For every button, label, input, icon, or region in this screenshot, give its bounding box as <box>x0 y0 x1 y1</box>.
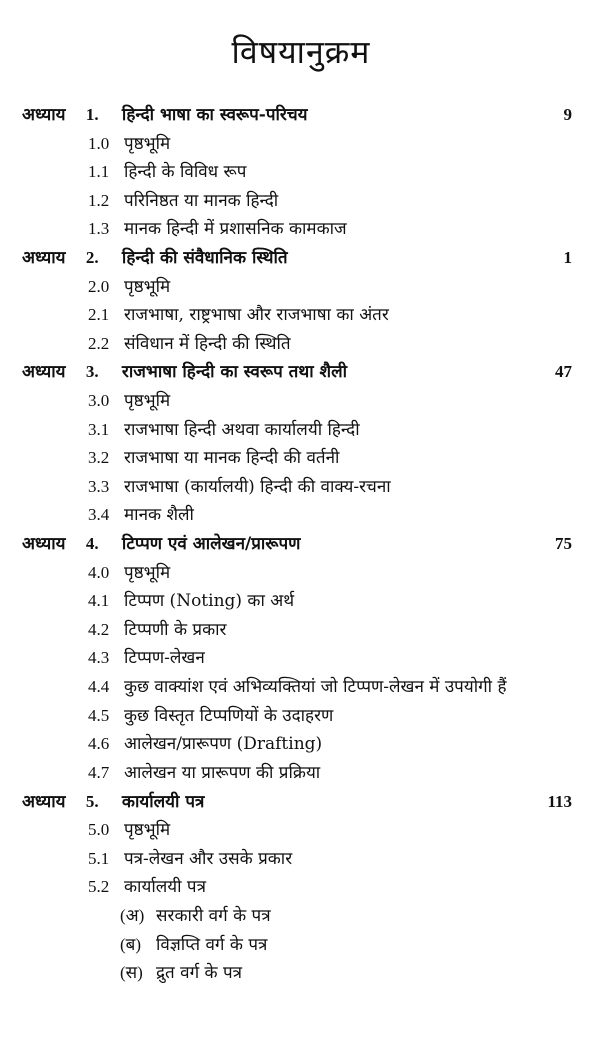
chapter-page-number: 75 <box>555 533 572 553</box>
section-entry[interactable] <box>22 759 580 788</box>
section-entry[interactable] <box>22 130 580 159</box>
section-label: टिप्पणी के प्रकार <box>124 619 227 640</box>
section-label: मानक शैली <box>124 505 194 526</box>
chapter-title: हिन्दी की संवैधानिक स्थिति <box>121 247 288 268</box>
section-entry[interactable] <box>22 816 580 845</box>
section-entry[interactable] <box>22 330 580 359</box>
subsection-label: द्रुत वर्ग के पत्र <box>156 963 243 984</box>
chapter-title: कार्यालयी पत्र <box>121 791 205 812</box>
chapter-heading[interactable] <box>22 101 580 130</box>
subsection-entry[interactable] <box>22 902 580 931</box>
section-number: 4.2 <box>88 619 110 639</box>
section-entry[interactable] <box>22 444 580 473</box>
section-entry[interactable] <box>22 158 580 187</box>
section-entry[interactable] <box>22 702 580 731</box>
chapter-word: अध्याय <box>22 105 66 125</box>
section-entry[interactable] <box>22 501 580 530</box>
section-number: 4.5 <box>88 705 110 725</box>
chapter-title: टिप्पण एवं आलेखन/प्रारूपण <box>121 533 301 554</box>
chapter-title: राजभाषा हिन्दी का स्वरूप तथा शैली <box>121 362 348 383</box>
chapter-page-number: 1 <box>563 247 572 267</box>
chapter-heading[interactable] <box>22 788 580 817</box>
subsection-entry[interactable] <box>22 959 580 988</box>
section-label: पृष्ठभूमि <box>124 562 171 583</box>
section-number: 3.3 <box>88 476 110 496</box>
section-number: 2.0 <box>88 276 110 296</box>
section-label: पत्र-लेखन और उसके प्रकार <box>124 848 293 869</box>
section-entry[interactable] <box>22 845 580 874</box>
subsection-label: विज्ञप्ति वर्ग के पत्र <box>156 934 268 955</box>
section-entry[interactable] <box>22 730 580 759</box>
section-number: 2.1 <box>88 305 110 325</box>
section-entry[interactable] <box>22 616 580 645</box>
section-number: 3.1 <box>88 419 110 439</box>
section-entry[interactable] <box>22 587 580 616</box>
chapter-number: 3. <box>85 362 99 382</box>
chapter-number: 5. <box>85 791 99 811</box>
section-label: संविधान में हिन्दी की स्थिति <box>124 333 291 354</box>
section-label: परिनिष्ठत या मानक हिन्दी <box>124 190 279 211</box>
section-entry[interactable] <box>22 301 580 330</box>
section-label: आलेखन/प्रारूपण (Drafting) <box>124 734 323 755</box>
section-entry[interactable] <box>22 187 580 216</box>
section-entry[interactable] <box>22 873 580 902</box>
section-entry[interactable] <box>22 273 580 302</box>
section-label: कुछ विस्तृत टिप्पणियों के उदाहरण <box>124 705 334 726</box>
section-label: राजभाषा या मानक हिन्दी की वर्तनी <box>124 448 340 469</box>
section-label: राजभाषा हिन्दी अथवा कार्यालयी हिन्दी <box>124 419 360 440</box>
subsection-entry[interactable] <box>22 931 580 960</box>
subsection-marker: (ब) <box>120 934 142 954</box>
section-label: मानक हिन्दी में प्रशासनिक कामकाज <box>124 219 347 240</box>
subsection-marker: (अ) <box>120 906 145 926</box>
section-number: 5.1 <box>88 848 110 868</box>
contents-list <box>22 101 580 988</box>
chapter-page-number: 9 <box>563 105 572 124</box>
section-label: हिन्दी के विविध रूप <box>124 162 247 183</box>
section-entry[interactable] <box>22 644 580 673</box>
section-number: 2.2 <box>88 333 110 353</box>
section-entry[interactable] <box>22 416 580 445</box>
section-label: पृष्ठभूमि <box>124 276 171 297</box>
chapter-page-number: 47 <box>555 362 572 382</box>
chapter-word: अध्याय <box>22 791 66 812</box>
chapter-word: अध्याय <box>22 533 66 554</box>
chapter-title: हिन्दी भाषा का स्वरूप-परिचय <box>121 105 308 125</box>
chapter-heading[interactable] <box>22 244 580 273</box>
section-number: 4.7 <box>88 763 110 783</box>
section-label: राजभाषा (कार्यालयी) हिन्दी की वाक्य-रचना <box>124 476 391 497</box>
section-entry[interactable] <box>22 473 580 502</box>
section-label: कुछ वाक्यांश एवं अभिव्यक्तियां जो टिप्पण-लेखन में उपयोगी हैं <box>124 676 507 697</box>
chapter-number: 2. <box>85 247 99 267</box>
section-number: 4.6 <box>88 734 110 754</box>
section-entry[interactable] <box>22 387 580 416</box>
section-entry[interactable] <box>22 673 580 702</box>
section-number: 1.3 <box>88 219 110 239</box>
subsection-marker: (स) <box>120 963 143 983</box>
chapter-page-number: 113 <box>547 791 572 811</box>
section-number: 3.0 <box>88 390 110 410</box>
page-title: विषयानुक्रम <box>231 33 371 71</box>
section-number: 3.2 <box>88 448 110 468</box>
section-number: 5.2 <box>88 877 110 897</box>
section-label: टिप्पण (Noting) का अर्थ <box>124 591 295 612</box>
section-number: 1.0 <box>88 133 110 153</box>
chapter-word: अध्याय <box>22 362 66 383</box>
section-label: पृष्ठभूमि <box>124 820 171 841</box>
section-number: 4.3 <box>88 648 110 668</box>
section-label: राजभाषा, राष्ट्रभाषा और राजभाषा का अंतर <box>124 305 389 326</box>
section-number: 4.0 <box>88 562 110 582</box>
section-label: पृष्ठभूमि <box>124 390 171 411</box>
chapter-number: 1. <box>85 105 99 124</box>
chapter-number: 4. <box>85 533 99 553</box>
section-label: पृष्ठभूमि <box>124 133 171 154</box>
section-label: टिप्पण-लेखन <box>124 648 205 669</box>
section-number: 4.1 <box>88 591 110 611</box>
chapter-heading[interactable] <box>22 358 580 387</box>
section-entry[interactable] <box>22 215 580 244</box>
chapter-word: अध्याय <box>22 247 66 268</box>
section-number: 3.4 <box>88 505 110 525</box>
chapter-heading[interactable] <box>22 530 580 559</box>
section-number: 1.2 <box>88 190 110 210</box>
section-entry[interactable] <box>22 559 580 588</box>
section-label: आलेखन या प्रारूपण की प्रक्रिया <box>124 763 321 784</box>
subsection-label: सरकारी वर्ग के पत्र <box>156 906 271 927</box>
section-number: 5.0 <box>88 820 110 840</box>
section-number: 1.1 <box>88 162 110 182</box>
section-label: कार्यालयी पत्र <box>124 877 206 898</box>
section-number: 4.4 <box>88 676 110 696</box>
